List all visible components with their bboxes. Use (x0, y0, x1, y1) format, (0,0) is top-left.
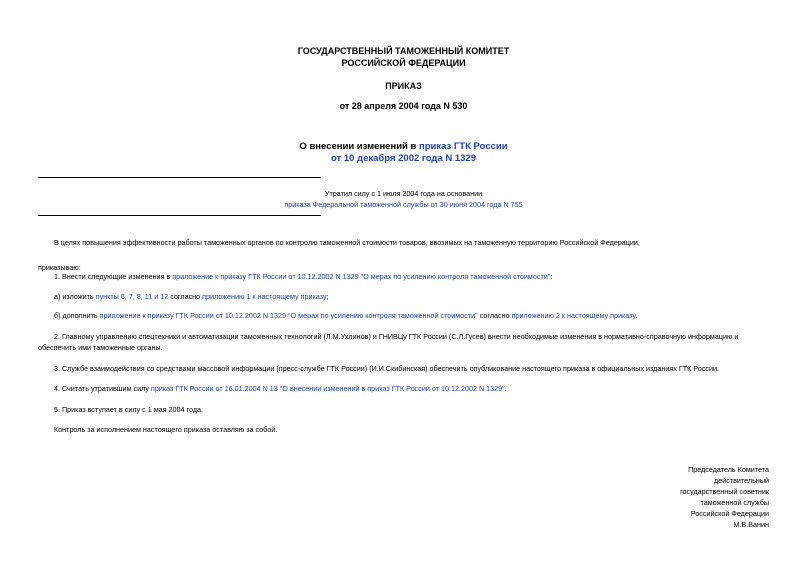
doc-type: ПРИКАЗ (385, 81, 422, 91)
org-name-line1: ГОСУДАРСТВЕННЫЙ ТАМОЖЕННЫЙ КОМИТЕТ (297, 46, 510, 56)
item-2-line1: 2. Главному управлению спецтехники и автоматизации таможенных технологий (Л.М.Ухлинов) и ГНИВЦу ГТК России (С.Л.Гусев) внести необходимые изменения в нормативно-справочную информацию и (54, 332, 739, 341)
item-1-suffix: : (550, 272, 553, 281)
divider-bottom (38, 215, 321, 216)
signature-line: таможенной службы (700, 498, 769, 507)
item-1b-suffix: . (635, 311, 638, 320)
signature-name: М.В.Ванин (733, 520, 769, 529)
title-prefix: О внесении изменений в (299, 141, 420, 152)
item-1b-prefix: б) дополнить (54, 311, 100, 320)
item-1a-link-points[interactable]: пункты 6, 7, 8, 11 и 12 (95, 292, 169, 301)
signature-line: действительный (714, 476, 769, 485)
item-1b-link-doc[interactable]: приложение к приказу ГТК России от 10.12.2002 N 1329 "О мерах по усилению контроля таможенной стоимости" (99, 311, 478, 320)
status-note-line1: Утратил силу с 1 июля 2004 года на основании (324, 189, 483, 198)
item-2-line2: обеспечить ими таможенные органы. (38, 343, 163, 352)
signature-line: Российской Федерации (690, 509, 769, 518)
status-note-link[interactable]: приказа Федеральной таможенной службы от 30 июня 2004 года N 755 (284, 200, 523, 209)
control-clause: Контроль за исполнением настоящего приказа оставляю за собой. (54, 425, 278, 434)
item-1 (54, 272, 552, 281)
item-1a-suffix: ; (326, 292, 329, 301)
item-1a-link-appendix[interactable]: приложению 1 к настоящему приказу (202, 292, 327, 301)
divider-top (38, 177, 321, 178)
org-name-line2: РОССИЙСКОЙ ФЕДЕРАЦИИ (341, 58, 466, 68)
item-1b (54, 311, 637, 320)
signature-line: государственный советник (680, 487, 769, 496)
item-1b-link-appendix[interactable]: приложению 2 к настоящему приказу (511, 311, 636, 320)
item-1a-middle: согласно (168, 292, 203, 301)
item-3: 3. Службе взаимодействия со средствами массовой информации (пресс-службе ГТК России) (И.И.Скибинская) обеспечить опубликование настоящего приказа в официальных изданиях ГТК России. (54, 364, 719, 373)
item-1a (54, 292, 329, 301)
doc-date-number: от 28 апреля 2004 года N 530 (339, 101, 468, 111)
title-link-date[interactable]: от 10 декабря 2002 года N 1329 (330, 153, 476, 164)
item-4-prefix: 4. Считать утратившим силу (54, 384, 151, 393)
order-word: приказываю: (38, 263, 81, 272)
title-link-order[interactable]: приказ ГТК России (419, 141, 508, 152)
item-4 (54, 384, 507, 393)
item-4-suffix: . (504, 384, 507, 393)
signature-block (680, 464, 769, 530)
preamble: В целях повышения эффективности работы таможенных органов по контролю таможенной стоимости товаров, ввозимых на таможенную территорию Российской Федерации, (54, 238, 640, 247)
item-4-link[interactable]: приказ ГТК России от 16.01.2004 N 13 "О внесении изменений в приказ ГТК России от 10.12.2002 N 1329" (150, 384, 505, 393)
item-1b-middle: согласно (477, 311, 512, 320)
item-1-link[interactable]: приложение к приказу ГТК России от 10.12.2002 N 1329 "О мерах по усилению контроля таможенной стоимости" (172, 272, 551, 281)
item-1-prefix: 1. Внести следующие изменения в (54, 272, 173, 281)
doc-title-line1 (0, 141, 807, 152)
signature-line: Председатель Комитета (688, 465, 769, 474)
item-5: 5. Приказ вступает в силу с 1 мая 2004 года. (54, 405, 204, 414)
item-1a-prefix: а) изложить (54, 292, 96, 301)
